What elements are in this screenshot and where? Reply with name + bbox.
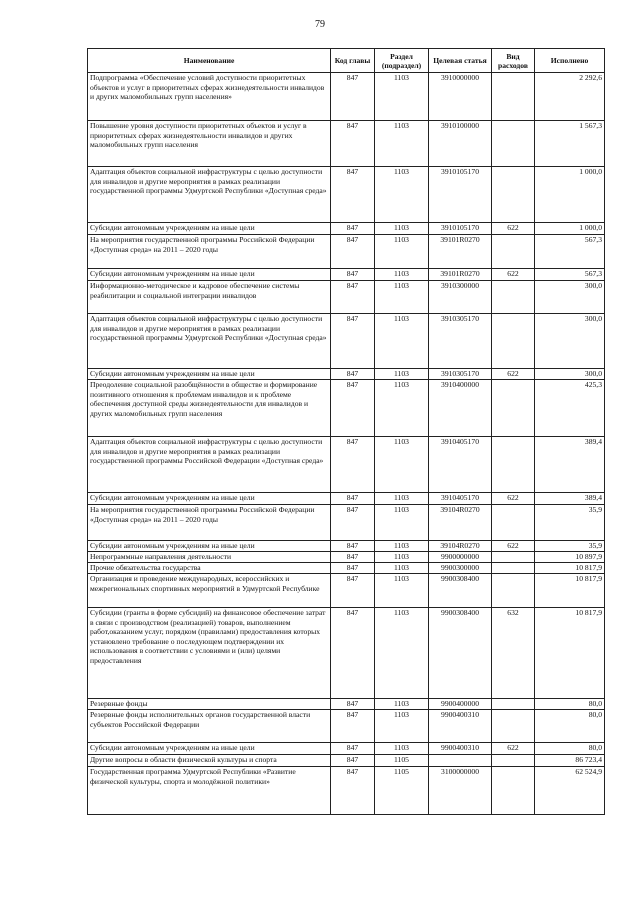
cell-section: 1103 [375,699,429,710]
cell-target: 3910100000 [429,121,492,167]
table-row [88,541,605,552]
cell-target: 9900300000 [429,563,492,574]
cell-code: 847 [331,608,375,699]
cell-amount: 80,0 [535,743,605,755]
cell-section: 1103 [375,223,429,235]
cell-target: 3910000000 [429,73,492,121]
cell-amount: 2 292,6 [535,73,605,121]
table-row [88,73,605,121]
table-row [88,223,605,235]
header-section: Раздел (подраздел) [375,49,429,73]
cell-target: 3910105170 [429,223,492,235]
cell-code: 847 [331,541,375,552]
cell-type [492,755,535,767]
cell-amount: 300,0 [535,314,605,369]
cell-section: 1103 [375,269,429,281]
cell-type: 622 [492,541,535,552]
cell-type [492,563,535,574]
cell-type: 622 [492,223,535,235]
table-row [88,743,605,755]
cell-name: Адаптация объектов социальной инфраструктуры с целью доступности для инвалидов и другие мероприятия в рамках реализации государственной программы Удмуртской Республики «Доступная среда» [88,314,331,369]
cell-target: 3910405170 [429,493,492,505]
cell-name: Субсидии автономным учреждениям на иные цели [88,369,331,380]
cell-amount: 10 897,9 [535,552,605,563]
cell-amount: 35,9 [535,541,605,552]
cell-name: Субсидии автономным учреждениям на иные цели [88,493,331,505]
cell-amount: 62 524,9 [535,767,605,815]
cell-code: 847 [331,574,375,608]
cell-name: Резервные фонды исполнительных органов государственной власти субъектов Российской Федерации [88,710,331,743]
cell-amount: 1 567,3 [535,121,605,167]
cell-amount: 1 000,0 [535,223,605,235]
cell-target: 9900000000 [429,552,492,563]
header-name: Наименование [88,49,331,73]
cell-type: 622 [492,493,535,505]
cell-target: 3910105170 [429,167,492,223]
cell-amount: 10 817,9 [535,608,605,699]
cell-amount: 10 817,9 [535,563,605,574]
cell-name: Прочие обязательства государства [88,563,331,574]
cell-code: 847 [331,281,375,314]
header-amount: Исполнено [535,49,605,73]
cell-code: 847 [331,314,375,369]
cell-section: 1103 [375,121,429,167]
cell-amount: 300,0 [535,281,605,314]
cell-section: 1103 [375,710,429,743]
cell-type [492,281,535,314]
cell-target: 9900308400 [429,608,492,699]
cell-name: Субсидии автономным учреждениям на иные цели [88,743,331,755]
cell-section: 1103 [375,505,429,541]
cell-type: 632 [492,608,535,699]
cell-amount: 567,3 [535,235,605,269]
cell-name: Организация и проведение международных, всероссийских и межрегиональных спортивных мероприятий в Удмуртской Республике [88,574,331,608]
cell-section: 1103 [375,541,429,552]
table-row [88,380,605,437]
cell-name: На мероприятия государственной программы Российской Федерации «Доступная среда» на 2011 – 2020 годы [88,505,331,541]
cell-amount: 389,4 [535,437,605,493]
cell-code: 847 [331,505,375,541]
cell-code: 847 [331,369,375,380]
cell-section: 1103 [375,493,429,505]
cell-section: 1105 [375,755,429,767]
cell-type [492,121,535,167]
cell-section: 1103 [375,314,429,369]
table-row [88,235,605,269]
cell-name: Субсидии автономным учреждениям на иные цели [88,223,331,235]
cell-name: Субсидии (гранты в форме субсидий) на финансовое обеспечение затрат в связи с производством (реализацией) товаров, выполнением работ,оказанием услуг, порядком (правилами) предоставления которых установлено требование о последующем подтверждении их использования в соответствии с условиями и (или) целями предоставления [88,608,331,699]
cell-section: 1103 [375,437,429,493]
table-row [88,167,605,223]
cell-code: 847 [331,437,375,493]
cell-type [492,699,535,710]
cell-code: 847 [331,269,375,281]
cell-target: 9900400310 [429,710,492,743]
table-row [88,608,605,699]
cell-name: Адаптация объектов социальной инфраструктуры с целью доступности для инвалидов и другие мероприятия в рамках реализации государственной программы Удмуртской Республики «Доступная среда» [88,167,331,223]
cell-code: 847 [331,767,375,815]
cell-target: 3910305170 [429,314,492,369]
header-code: Код главы [331,49,375,73]
cell-target: 3910405170 [429,437,492,493]
cell-type [492,380,535,437]
table-row [88,269,605,281]
table-row [88,699,605,710]
cell-target: 39101R0270 [429,235,492,269]
cell-type [492,167,535,223]
cell-section: 1103 [375,574,429,608]
cell-code: 847 [331,699,375,710]
cell-name: Адаптация объектов социальной инфраструктуры с целью доступности для инвалидов и другие мероприятия в рамках реализации государственной программы Российской Федерации «Доступная среда» [88,437,331,493]
page-number: 79 [315,19,325,30]
cell-section: 1103 [375,743,429,755]
table-row [88,121,605,167]
cell-name: Повышение уровня доступности приоритетных объектов и услуг в приоритетных сферах жизнедеятельности инвалидов и других маломобильных групп населения [88,121,331,167]
table-row [88,314,605,369]
table-row [88,767,605,815]
table-row [88,369,605,380]
cell-type [492,552,535,563]
cell-section: 1103 [375,608,429,699]
cell-code: 847 [331,223,375,235]
cell-section: 1103 [375,563,429,574]
cell-type [492,235,535,269]
cell-amount: 80,0 [535,699,605,710]
cell-section: 1103 [375,73,429,121]
cell-code: 847 [331,380,375,437]
cell-target: 9900308400 [429,574,492,608]
table-row [88,710,605,743]
table-row [88,574,605,608]
table-header-row [88,49,605,73]
cell-amount: 35,9 [535,505,605,541]
table-body [88,73,605,815]
cell-name: На мероприятия государственной программы Российской Федерации «Доступная среда» на 2011 – 2020 годы [88,235,331,269]
cell-code: 847 [331,73,375,121]
cell-type [492,437,535,493]
cell-code: 847 [331,235,375,269]
cell-type [492,767,535,815]
cell-amount: 389,4 [535,493,605,505]
cell-amount: 567,3 [535,269,605,281]
cell-name: Субсидии автономным учреждениям на иные цели [88,541,331,552]
cell-amount: 1 000,0 [535,167,605,223]
table-row [88,493,605,505]
cell-target: 9900400000 [429,699,492,710]
cell-target: 39104R0270 [429,541,492,552]
cell-target: 3910305170 [429,369,492,380]
cell-target: 3910300000 [429,281,492,314]
cell-type: 622 [492,743,535,755]
cell-name: Другие вопросы в области физической культуры и спорта [88,755,331,767]
cell-amount: 300,0 [535,369,605,380]
table-row [88,281,605,314]
cell-type [492,710,535,743]
cell-type [492,73,535,121]
cell-name: Преодоление социальной разобщённости в обществе и формирование позитивного отношения к проблемам инвалидов и к проблеме обеспечения доступной среды жизнедеятельности для инвалидов и других маломобильных групп населения [88,380,331,437]
table-row [88,505,605,541]
cell-code: 847 [331,710,375,743]
cell-name: Подпрограмма «Обеспечение условий доступности приоритетных объектов и услуг в приоритетных сферах жизнедеятельности инвалидов и других маломобильных групп населения» [88,73,331,121]
cell-type: 622 [492,269,535,281]
cell-type [492,505,535,541]
cell-code: 847 [331,743,375,755]
cell-name: Государственная программа Удмуртской Республики «Развитие физической культуры, спорта и молодёжной политики» [88,767,331,815]
header-type: Вид расходов [492,49,535,73]
cell-type [492,574,535,608]
cell-section: 1103 [375,167,429,223]
cell-code: 847 [331,493,375,505]
cell-section: 1103 [375,380,429,437]
budget-table [87,48,605,815]
cell-code: 847 [331,552,375,563]
cell-code: 847 [331,167,375,223]
cell-section: 1103 [375,281,429,314]
cell-target: 39101R0270 [429,269,492,281]
cell-target: 9900400310 [429,743,492,755]
cell-name: Субсидии автономным учреждениям на иные цели [88,269,331,281]
cell-amount: 10 817,9 [535,574,605,608]
cell-amount: 425,3 [535,380,605,437]
cell-code: 847 [331,755,375,767]
cell-type [492,314,535,369]
header-target: Целевая статья [429,49,492,73]
cell-target: 3910400000 [429,380,492,437]
cell-amount: 86 723,4 [535,755,605,767]
cell-name: Непрограммные направления деятельности [88,552,331,563]
cell-section: 1103 [375,369,429,380]
cell-amount: 80,0 [535,710,605,743]
cell-target: 39104R0270 [429,505,492,541]
cell-target [429,755,492,767]
cell-section: 1103 [375,235,429,269]
cell-name: Информационно-методическое и кадровое обеспечение системы реабилитации и социальной интеграции инвалидов [88,281,331,314]
table-row [88,437,605,493]
cell-type: 622 [492,369,535,380]
cell-section: 1103 [375,552,429,563]
cell-section: 1105 [375,767,429,815]
cell-code: 847 [331,563,375,574]
cell-name: Резервные фонды [88,699,331,710]
table-row [88,552,605,563]
cell-target: 3100000000 [429,767,492,815]
table-row [88,563,605,574]
table-row [88,755,605,767]
cell-code: 847 [331,121,375,167]
